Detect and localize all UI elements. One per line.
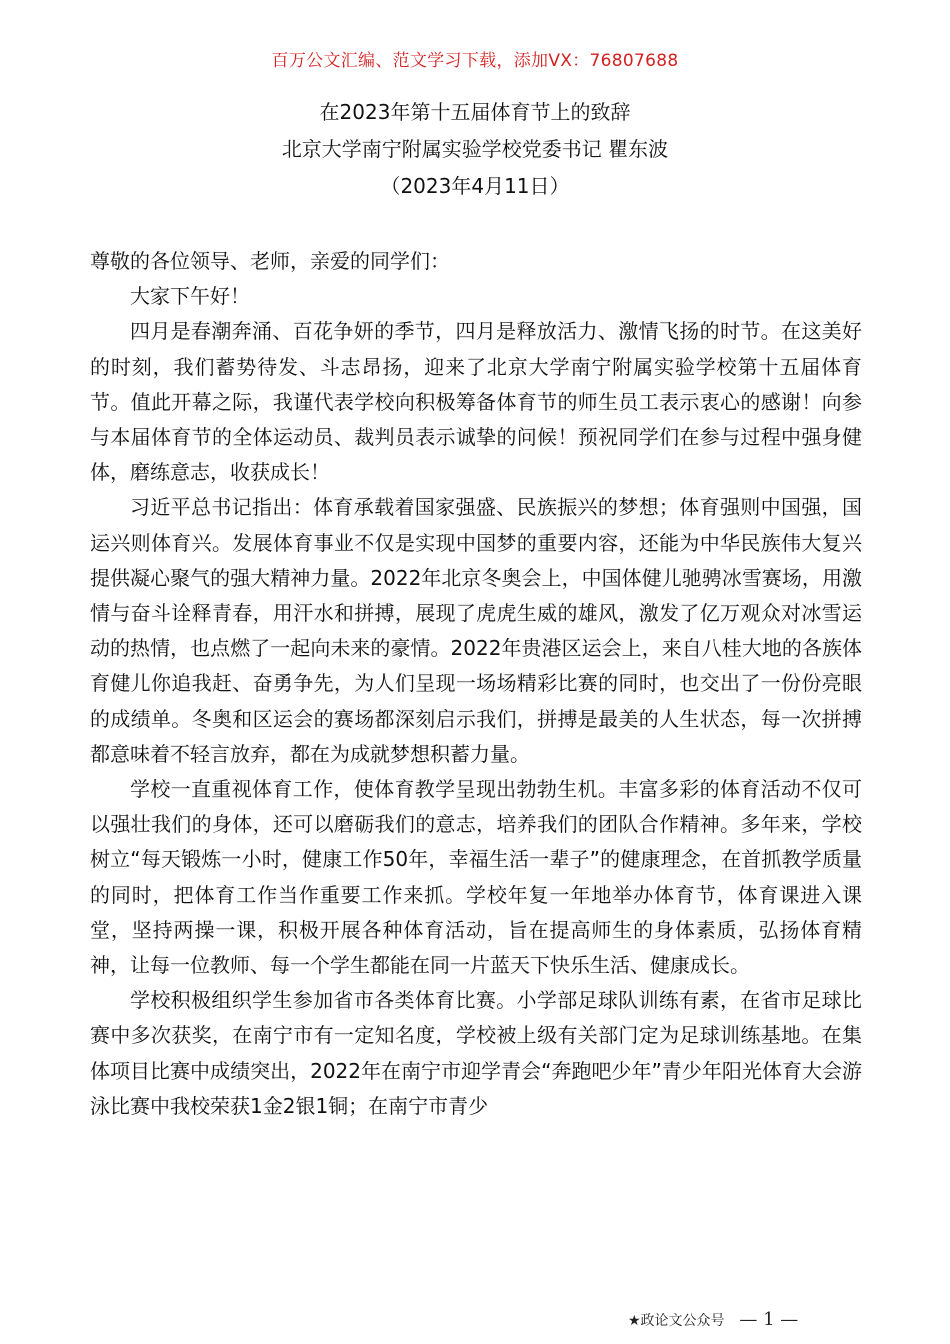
paragraph-xi-quote: 习近平总书记指出：体育承载着国家强盛、民族振兴的梦想；体育强则中国强，国运兴则体育兴。发展体育事业不仅是实现中国梦的重要内容，还能为中华民族伟大复兴提供凝心聚气的强大精神力量。2022年北京冬奥会上，中国体健儿驰骋冰雪赛场，用激情与奋斗诠释青春，用汗水和拼搏，展现了虎虎生威的雄风，激发了亿万观众对冰雪运动的热情，也点燃了一起向未来的豪情。2022年贵港区运会上，来自八桂大地的各族体育健儿你追我赶、奋勇争先，为人们呈现一场场精彩比赛的同时，也交出了一份份亮眼的成绩单。冬奥和区运会的赛场都深刻启示我们，拼搏是最美的人生状态，每一次拼搏都意味着不轻言放弃，都在为成就梦想积蓄力量。 [90,495,862,766]
date-line: （2023年4月11日） [380,174,570,198]
page-footer [628,1309,878,1330]
paragraph-school-sports: 学校一直重视体育工作，使体育教学呈现出勃勃生机。丰富多彩的体育活动不仅可以强壮我们的身体，还可以磨砺我们的意志，培养我们的团队合作精神。多年来，学校树立“每天锻炼一小时，健康工作50年，幸福生活一辈子”的健康理念，在首抓教学质量的同时，把体育工作当作重要工作来抓。学校年复一年地举办体育节，体育课进入课堂，坚持两操一课，积极开展各种体育活动，旨在提高师生的身体素质，弘扬体育精神，让每一位教师、每一个学生都能在同一片蓝天下快乐生活、健康成长。 [90,777,862,978]
speech-title: 在2023年第十五届体育节上的致辞 [319,100,631,124]
header-banner: 百万公文汇编、范文学习下载，添加VX：76807688 [271,51,679,71]
speech-body [90,244,862,1124]
paragraph-greeting: 大家下午好！ [130,284,250,309]
page-number: — 1 — [739,1309,799,1330]
speaker-line: 北京大学南宁附属实验学校党委书记 瞿东波 [281,137,669,161]
title-block [0,94,950,205]
footer-source: ★政论文公众号 [628,1313,725,1329]
salutation: 尊敬的各位领导、老师，亲爱的同学们： [90,249,450,273]
paragraph-opening: 四月是春潮奔涌、百花争妍的季节，四月是释放活力、激情飞扬的时节。在这美好的时刻，我们蓄势待发、斗志昂扬，迎来了北京大学南宁附属实验学校第十五届体育节。值此开幕之际，我谨代表学校向积极筹备体育节的师生员工表示衷心的感谢！向参与本届体育节的全体运动员、裁判员表示诚挚的问候！预祝同学们在参与过程中强身健体，磨练意志，收获成长！ [90,319,862,485]
paragraph-competitions: 学校积极组织学生参加省市各类体育比赛。小学部足球队训练有素，在省市足球比赛中多次获奖，在南宁市有一定知名度，学校被上级有关部门定为足球训练基地。在集体项目比赛中成绩突出，2022年在南宁市迎学青会“奔跑吧少年”青少年阳光体育大会游泳比赛中我校荣获1金2银1铜；在南宁市青少 [90,988,862,1118]
